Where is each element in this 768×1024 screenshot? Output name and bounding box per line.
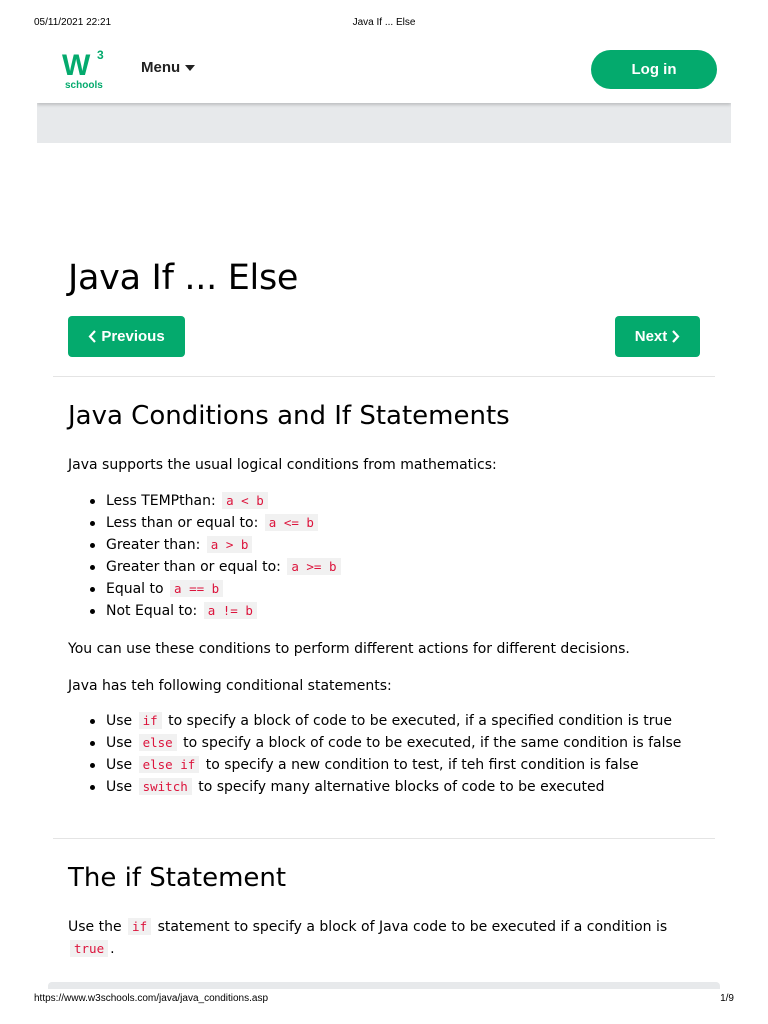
login-button[interactable]: Log in <box>591 50 717 89</box>
list-item: Not Equal to: a != b <box>106 600 731 622</box>
if-statement-paragraph: Use the if statement to specify a block of Java code to be executed if a condition is true . <box>68 919 668 957</box>
logo-w-text: W <box>62 49 91 82</box>
example-box-top <box>48 982 720 989</box>
previous-label: Previous <box>101 328 165 345</box>
list-item: Use if to specify a block of code to be executed, if a specified condition is true <box>106 710 731 732</box>
print-page-number: 1/9 <box>720 993 734 1004</box>
section-heading-if-statement: The if Statement <box>68 863 287 893</box>
code-snippet: a == b <box>170 580 223 597</box>
conditions-list <box>68 490 731 622</box>
ad-banner-area <box>37 103 731 143</box>
top-navigation-bar <box>37 34 731 103</box>
previous-button[interactable] <box>68 316 185 357</box>
chevron-left-icon <box>88 330 97 343</box>
list-item: Less TEMPthan: a < b <box>106 490 731 512</box>
code-snippet: true <box>70 940 108 957</box>
next-label: Next <box>634 328 668 345</box>
decisions-paragraph: You can use these conditions to perform different actions for different decisions. <box>68 641 630 657</box>
page-title: Java If ... Else <box>68 258 299 298</box>
caret-down-icon <box>185 65 195 71</box>
logo-superscript: 3 <box>97 48 104 62</box>
list-item: Greater than: a > b <box>106 534 731 556</box>
code-snippet: a != b <box>204 602 257 619</box>
print-url: https://www.w3schools.com/java/java_conditions.asp <box>34 993 269 1004</box>
print-header <box>0 17 768 31</box>
list-item: Less than or equal to: a <= b <box>106 512 731 534</box>
next-button[interactable] <box>615 316 700 357</box>
w3schools-logo[interactable] <box>61 48 111 90</box>
intro-paragraph: Java supports the usual logical conditions from mathematics: <box>68 457 497 473</box>
code-snippet: else if <box>139 756 200 773</box>
divider <box>53 376 715 377</box>
section-heading-conditions: Java Conditions and If Statements <box>68 401 510 431</box>
logo-schools-text: schools <box>65 80 103 90</box>
list-item: Use else to specify a block of code to be executed, if the same condition is false <box>106 732 731 754</box>
code-snippet: if <box>128 918 151 935</box>
code-snippet: a > b <box>207 536 253 553</box>
chevron-right-icon <box>671 330 680 343</box>
code-snippet: a >= b <box>287 558 340 575</box>
list-item: Equal to a == b <box>106 578 731 600</box>
print-date: 05/11/2021 22:21 <box>34 17 112 28</box>
divider <box>53 838 715 839</box>
list-item: Use switch to specify many alternative blocks of code to be executed <box>106 776 731 798</box>
list-item: Use else if to specify a new condition to test, if teh first condition is false <box>106 754 731 776</box>
code-snippet: switch <box>139 778 192 795</box>
print-footer <box>0 993 768 1007</box>
code-snippet: a < b <box>222 492 268 509</box>
menu-button[interactable] <box>141 59 195 76</box>
statements-paragraph: Java has teh following conditional statements: <box>68 678 392 694</box>
list-item: Greater than or equal to: a >= b <box>106 556 731 578</box>
code-snippet: a <= b <box>265 514 318 531</box>
code-snippet: else <box>139 734 177 751</box>
web-page <box>37 34 731 989</box>
menu-label: Menu <box>141 59 181 76</box>
print-title: Java If ... Else <box>352 17 416 28</box>
code-snippet: if <box>139 712 162 729</box>
statements-list <box>68 710 731 798</box>
